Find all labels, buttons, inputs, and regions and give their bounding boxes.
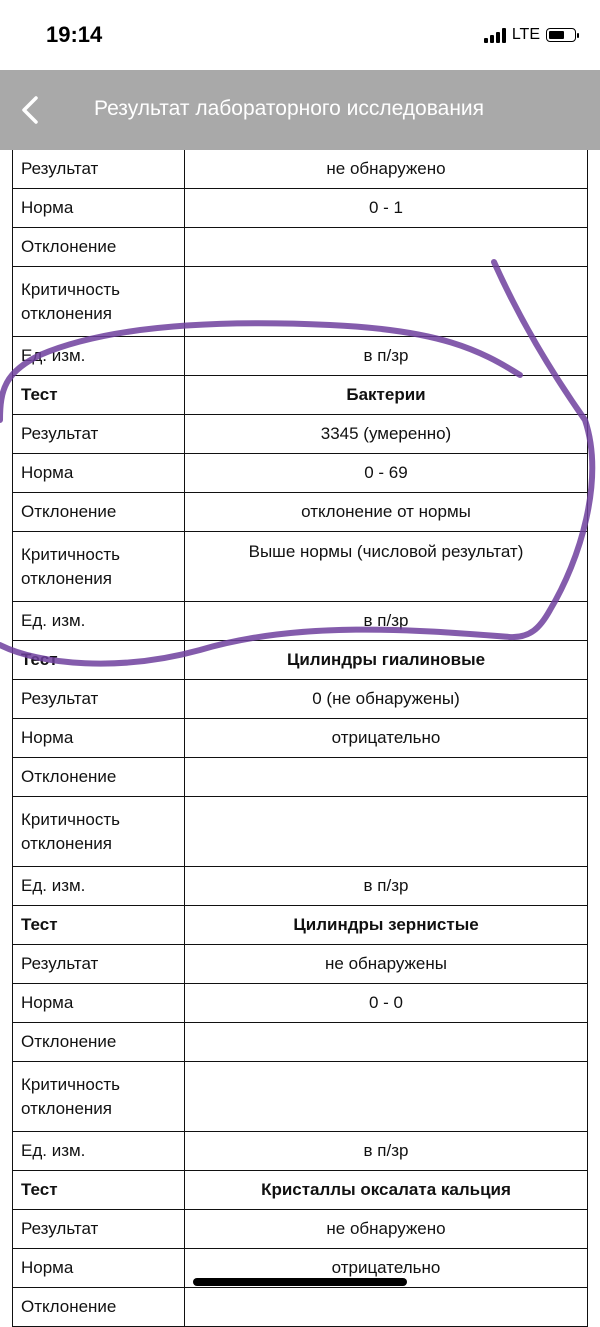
row-label: Отклонение — [13, 1023, 185, 1062]
table-row — [13, 189, 588, 228]
row-value — [185, 228, 588, 267]
table-row — [13, 337, 588, 376]
table-row — [13, 1210, 588, 1249]
table-row — [13, 1132, 588, 1171]
test-header-row — [13, 906, 588, 945]
table-row — [13, 602, 588, 641]
row-label: Результат — [13, 680, 185, 719]
results-table-container[interactable] — [12, 150, 588, 1327]
status-time: 19:14 — [46, 22, 103, 47]
row-label: Критичность отклонения — [13, 797, 185, 867]
table-row — [13, 228, 588, 267]
table-row — [13, 797, 588, 867]
table-row — [13, 1023, 588, 1062]
status-indicators — [484, 26, 576, 44]
home-indicator[interactable] — [193, 1278, 407, 1286]
test-header-row — [13, 641, 588, 680]
row-value — [185, 1062, 588, 1132]
row-label: Критичность отклонения — [13, 1062, 185, 1132]
row-value: 0 - 69 — [185, 454, 588, 493]
table-row — [13, 493, 588, 532]
row-label: Отклонение — [13, 758, 185, 797]
page-title: Результат лабораторного исследования — [94, 97, 485, 120]
row-label: Норма — [13, 719, 185, 758]
row-label: Результат — [13, 415, 185, 454]
row-value: отклонение от нормы — [185, 493, 588, 532]
row-value — [185, 1288, 588, 1327]
row-label: Ед. изм. — [13, 602, 185, 641]
row-value: в п/зр — [185, 337, 588, 376]
table-row — [13, 719, 588, 758]
table-row — [13, 945, 588, 984]
row-value — [185, 758, 588, 797]
row-value: в п/зр — [185, 1132, 588, 1171]
row-value — [185, 267, 588, 337]
row-label: Тест — [13, 641, 185, 680]
row-label: Норма — [13, 454, 185, 493]
row-value: в п/зр — [185, 602, 588, 641]
table-row — [13, 267, 588, 337]
back-button[interactable] — [12, 86, 52, 134]
row-label: Норма — [13, 1249, 185, 1288]
row-value — [185, 1023, 588, 1062]
row-value: Кристаллы оксалата кальция — [185, 1171, 588, 1210]
row-value: Бактерии — [185, 376, 588, 415]
row-label: Ед. изм. — [13, 1132, 185, 1171]
row-label: Тест — [13, 376, 185, 415]
table-row — [13, 758, 588, 797]
row-value: не обнаружены — [185, 945, 588, 984]
row-value: 0 (не обнаружены) — [185, 680, 588, 719]
row-value: 0 - 0 — [185, 984, 588, 1023]
table-row — [13, 867, 588, 906]
row-label: Отклонение — [13, 493, 185, 532]
table-row — [13, 1288, 588, 1327]
signal-icon — [484, 27, 506, 43]
row-value: Цилиндры зернистые — [185, 906, 588, 945]
table-row — [13, 150, 588, 189]
row-label: Норма — [13, 189, 185, 228]
test-header-row — [13, 376, 588, 415]
network-label: LTE — [511, 26, 540, 43]
row-label: Ед. изм. — [13, 867, 185, 906]
table-row — [13, 1062, 588, 1132]
row-value: Цилиндры гиалиновые — [185, 641, 588, 680]
row-value: не обнаружено — [185, 1210, 588, 1249]
row-label: Критичность отклонения — [13, 532, 185, 602]
table-row — [13, 680, 588, 719]
status-bar — [0, 0, 600, 70]
row-label: Тест — [13, 906, 185, 945]
row-value: не обнаружено — [185, 150, 588, 189]
battery-icon — [546, 28, 576, 42]
row-value: Выше нормы (числовой результат) — [185, 532, 588, 602]
row-label: Норма — [13, 984, 185, 1023]
row-label: Тест — [13, 1171, 185, 1210]
navigation-bar — [0, 70, 600, 150]
chevron-left-icon — [12, 86, 52, 134]
row-label: Результат — [13, 1210, 185, 1249]
row-value: в п/зр — [185, 867, 588, 906]
results-table — [12, 150, 588, 1327]
row-label: Критичность отклонения — [13, 267, 185, 337]
row-label: Отклонение — [13, 228, 185, 267]
test-header-row — [13, 1171, 588, 1210]
row-label: Ед. изм. — [13, 337, 185, 376]
table-row — [13, 454, 588, 493]
table-row — [13, 532, 588, 602]
row-label: Результат — [13, 150, 185, 189]
table-row — [13, 984, 588, 1023]
row-value: отрицательно — [185, 719, 588, 758]
row-label: Результат — [13, 945, 185, 984]
row-value: 0 - 1 — [185, 189, 588, 228]
row-label: Отклонение — [13, 1288, 185, 1327]
table-row — [13, 415, 588, 454]
row-value — [185, 797, 588, 867]
row-value: 3345 (умеренно) — [185, 415, 588, 454]
row-value: отрицательно — [185, 1249, 588, 1288]
